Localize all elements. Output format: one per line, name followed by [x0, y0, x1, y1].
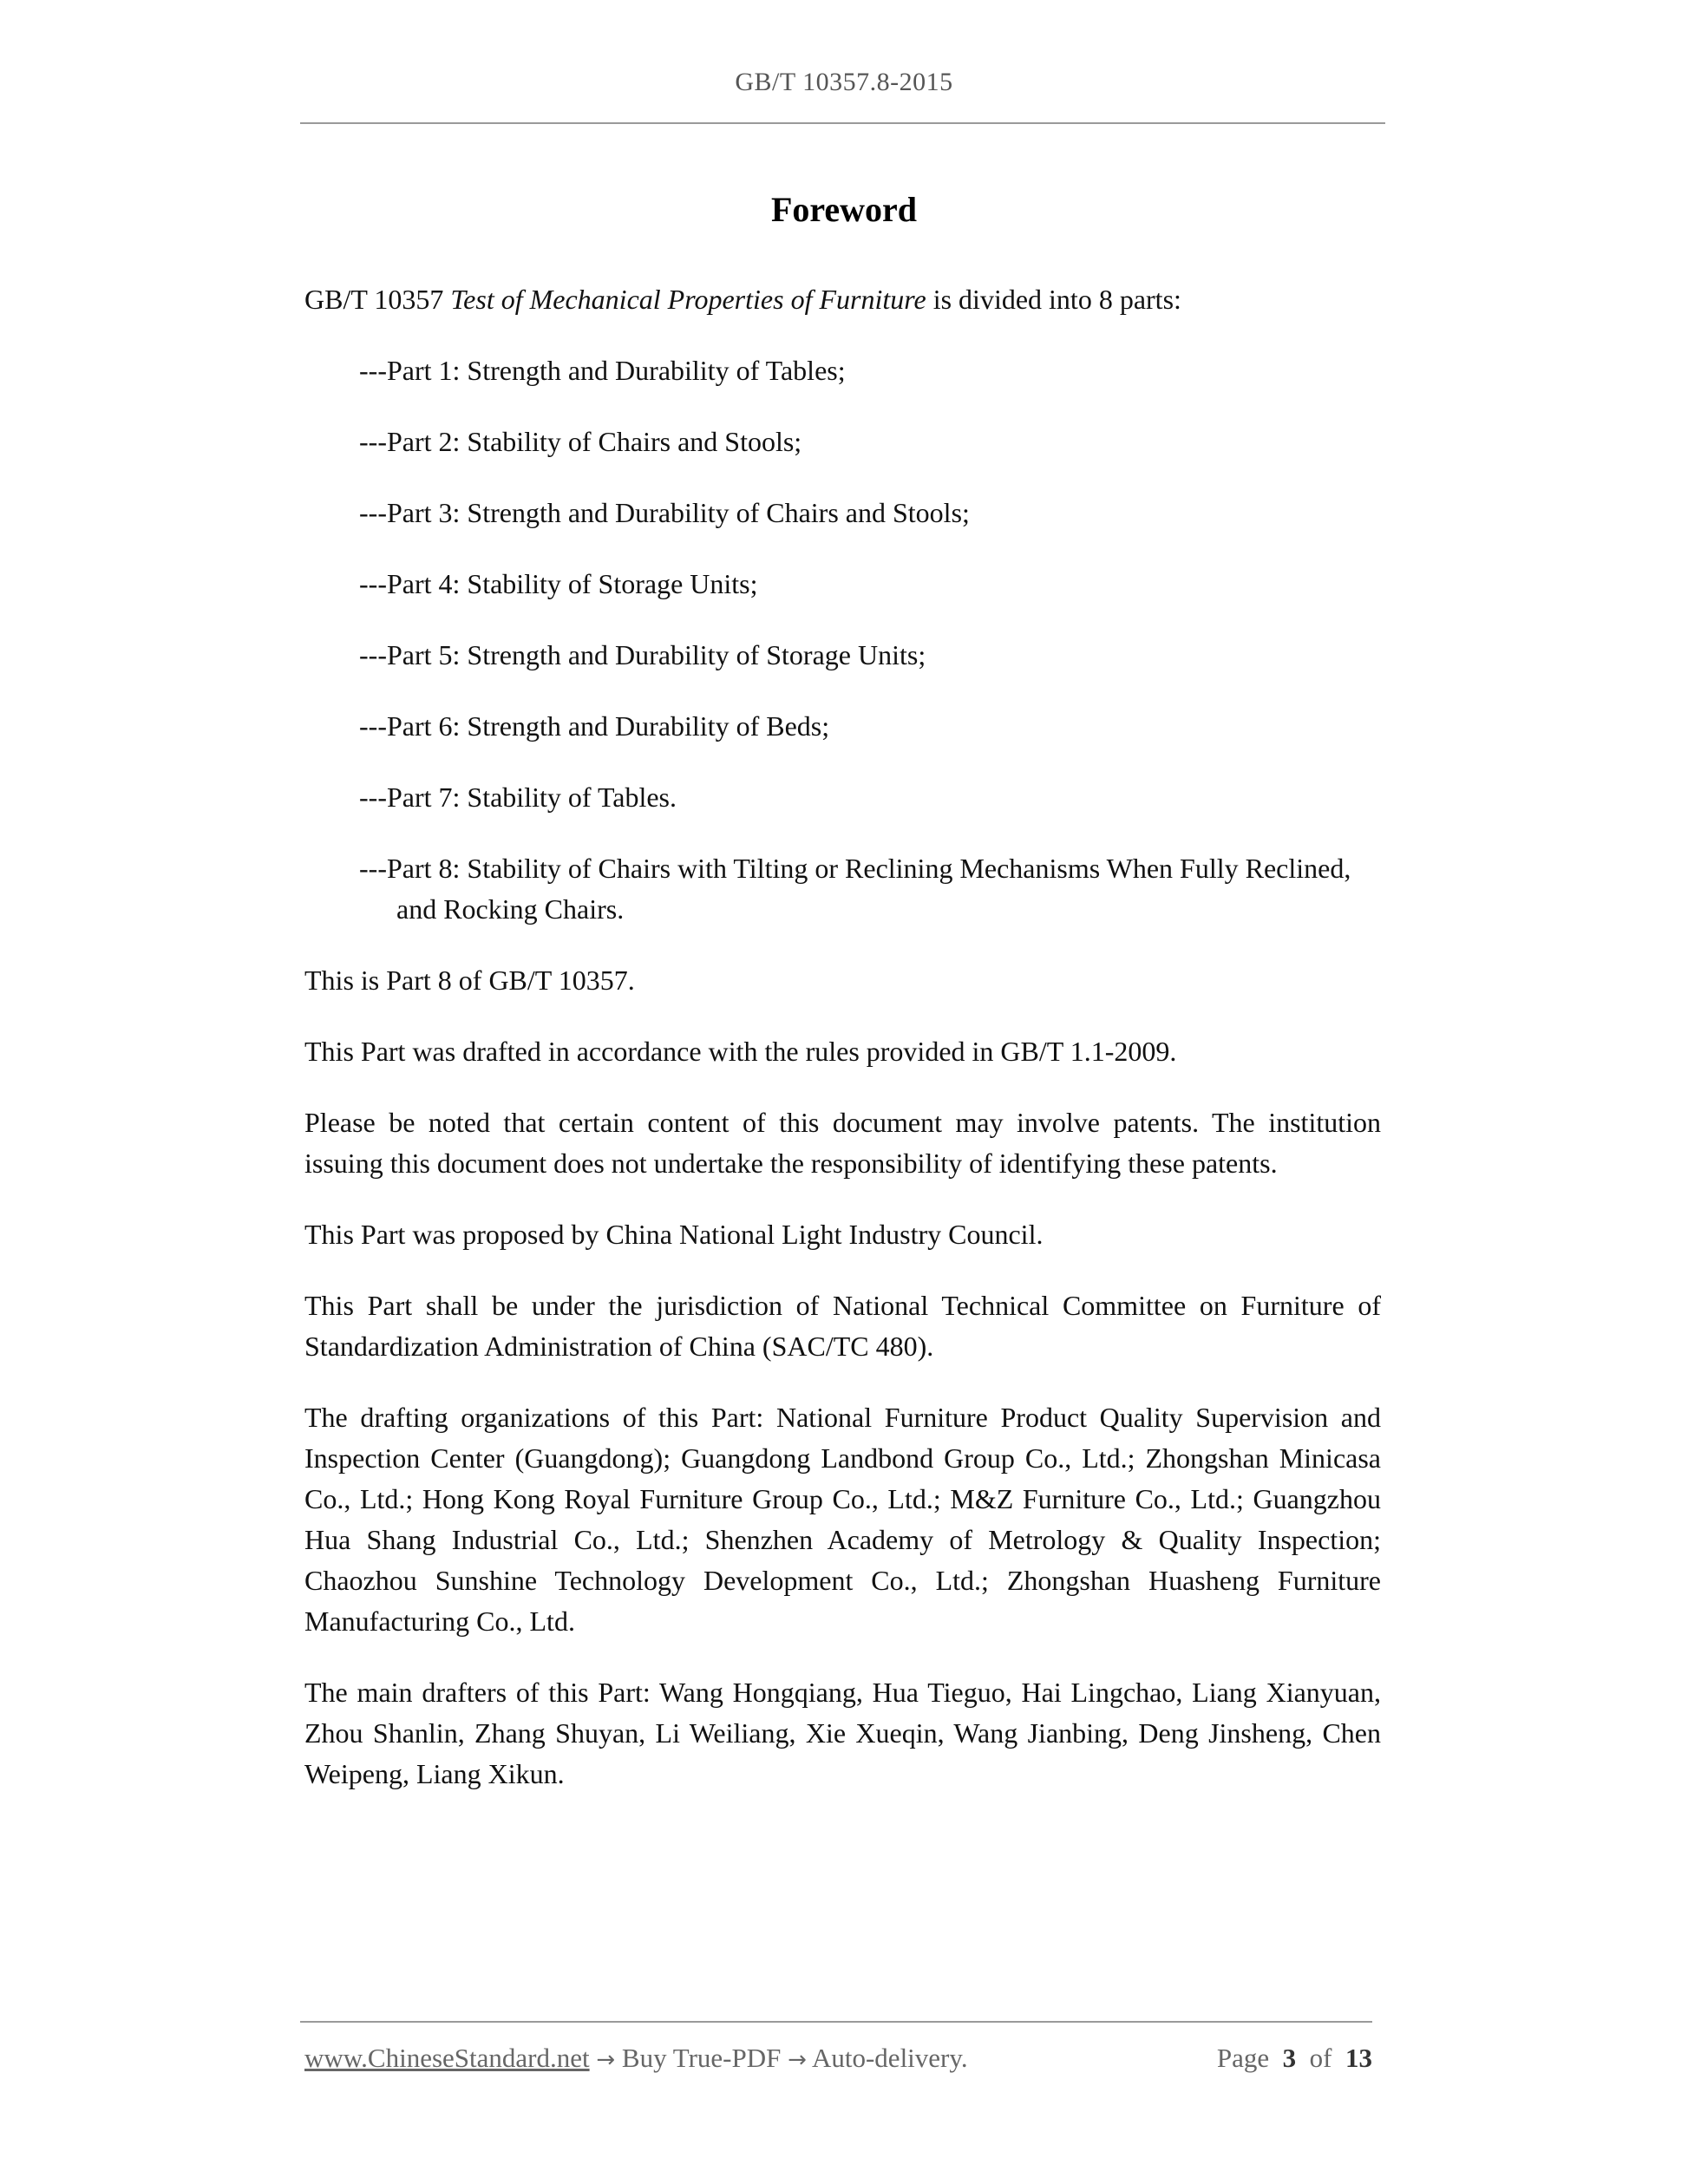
part-list-item: ---Part 2: Stability of Chairs and Stools; [359, 426, 802, 457]
footer-promo [304, 2043, 968, 2074]
part-list-item: ---Part 4: Stability of Storage Units; [359, 568, 758, 599]
part-list-item: ---Part 7: Stability of Tables. [359, 781, 677, 813]
main-drafters: The main drafters of this Part: Wang Hongqiang, Hua Tieguo, Hai Lingchao, Liang Xianyuan, Zhou Shanlin, Zhang Shuyan, Li Weiliang, Xie Xueqin, Wang Jianbing, Deng Jinsheng, Chen Weipeng, Liang Xikun. [304, 1677, 1381, 1789]
page-label: Page [1216, 2043, 1270, 2073]
intro-paragraph [304, 279, 1381, 320]
document-body [304, 279, 1381, 1825]
page-footer [304, 2043, 1372, 2081]
part-list-item: ---Part 5: Strength and Durability of Storage Units; [359, 639, 926, 670]
of-label: of [1309, 2043, 1332, 2073]
drafting-rules-statement: This Part was drafted in accordance with the rules provided in GB/T 1.1-2009. [304, 1036, 1177, 1067]
running-header: GB/T 10357.8-2015 [735, 68, 953, 96]
drafting-organizations: The drafting organizations of this Part: National Furniture Product Quality Supervision and Inspection Center (Guangdong); Guangdong Landbond Group Co., Ltd.; Zhongshan Minicasa Co., Ltd.; Hong Kong Royal Furniture Group Co., Ltd.; M&Z Furniture Co., Ltd.; Guangzhou Hua Shang Industrial Co., Ltd.; Shenzhen Academy of Metrology & Quality Inspection; Chaozhou Sunshine Technology Development Co., Ltd.; Zhongshan Huasheng Furniture Manufacturing Co., Ltd. [304, 1402, 1381, 1637]
part-list-item: ---Part 6: Strength and Durability of Beds; [359, 710, 830, 742]
delivery-text: Auto-delivery. [811, 2043, 968, 2073]
parts-list [304, 350, 1381, 930]
arrow-right-icon: → [788, 2047, 807, 2073]
page-title: Foreword [770, 190, 918, 229]
part-list-item: ---Part 3: Strength and Durability of Chairs and Stools; [359, 497, 970, 528]
intro-prefix: GB/T 10357 [304, 284, 451, 315]
jurisdiction-statement: This Part shall be under the jurisdiction of National Technical Committee on Furniture of Standardization Administration of China (SAC/TC 480). [304, 1290, 1381, 1362]
total-pages-number: 13 [1345, 2043, 1372, 2073]
footer-divider [300, 2021, 1372, 2023]
intro-suffix: is divided into 8 parts: [926, 284, 1181, 315]
arrow-right-icon: → [596, 2047, 616, 2073]
series-title: Test of Mechanical Properties of Furniture [450, 284, 926, 315]
part-statement: This is Part 8 of GB/T 10357. [304, 964, 635, 996]
part-list-item: ---Part 1: Strength and Durability of Tables; [359, 355, 846, 386]
site-link[interactable]: www.ChineseStandard.net [304, 2043, 590, 2073]
patent-notice: Please be noted that certain content of this document may involve patents. The institution issuing this document does not undertake the responsibility of identifying these patents. [304, 1107, 1381, 1179]
proposer-statement: This Part was proposed by China National Light Industry Council. [304, 1219, 1044, 1250]
buy-text: Buy True-PDF [621, 2043, 782, 2073]
page-indicator [1217, 2043, 1372, 2074]
current-page-number: 3 [1282, 2043, 1297, 2073]
part-list-item: ---Part 8: Stability of Chairs with Tilting or Reclining Mechanisms When Fully Reclined, and Rocking Chairs. [359, 853, 1351, 925]
header-divider [300, 122, 1385, 124]
